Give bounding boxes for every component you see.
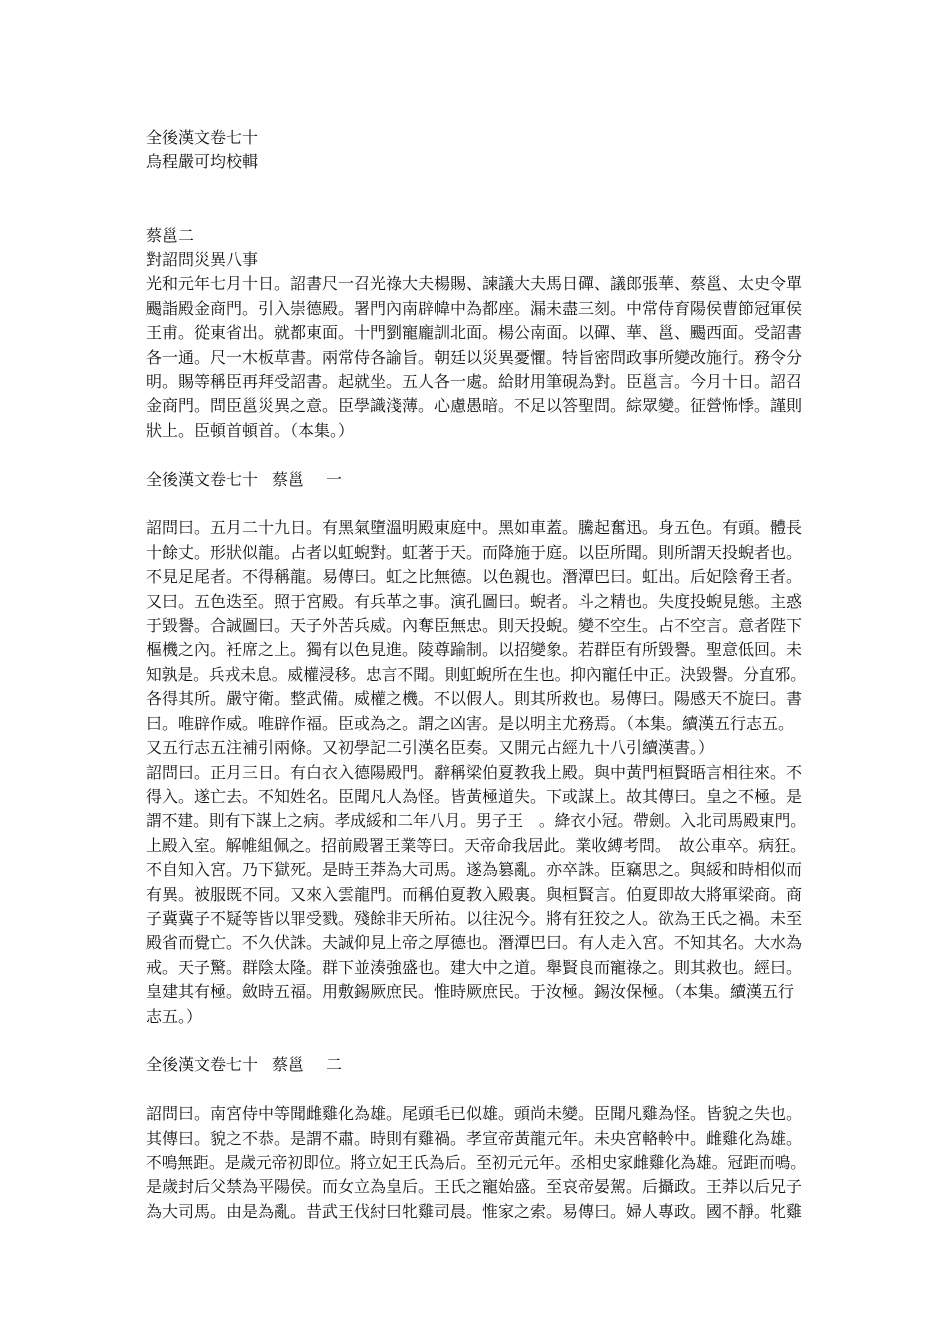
text-line: 上殿入室。解帷組佩之。招前殿署王業等曰。天帝命我居此。業收縛考問。 故公車卒。病狂。 [146,835,807,855]
volume-title: 全後漢文卷七十 [146,128,259,147]
text-line: 殿省而覺亡。不久伏誅。夫誠仰見上帝之厚德也。潛潭巴曰。有人走入宮。不知其名。大水為 [146,933,803,953]
document-page [146,126,806,1224]
page-header-1 [146,468,806,492]
text-line: 志五。） [146,1006,203,1026]
page-header-number: 二 [326,1055,343,1075]
text-line: 為大司馬。由是為亂。昔武王伐紂曰牝雞司晨。惟家之索。易傳曰。婦人專政。國不靜。牝雞 [146,1201,803,1221]
spacer [146,443,806,467]
text-line: 詔問曰。五月二十九日。有黑氣墮溫明殿東庭中。黑如車蓋。騰起奮迅。身五色。有頭。體長 [146,518,803,538]
spacer [146,1078,806,1102]
text-line: 又曰。五色迭至。照于宮殿。有兵革之事。演孔圖曰。蜺者。斗之精也。失度投蜺見態。主惑 [146,591,803,611]
text-line: 詔問曰。正月三日。有白衣入德陽殿門。辭稱梁伯夏教我上殿。與中黃門桓賢晤言相往來。不 [146,762,803,782]
text-line: 各得其所。嚴守衛。整武備。威權之機。不以假人。則其所救也。易傳曰。陽感天不旋曰。書 [146,689,803,709]
page-header-number: 一 [326,469,343,489]
text-line: 不鳴無距。是歲元帝初即位。將立妃王氏為后。至初元元年。丞相史家雌雞化為雄。冠距而鳴。 [146,1152,807,1172]
page-header-volume: 全後漢文卷七十 [146,469,259,489]
text-line: 曰。唯辟作威。唯辟作福。臣或為之。謂之凶害。是以明主尤務焉。（本集。續漢五行志五。 [146,713,795,733]
text-line: 狀上。臣頓首頓首。（本集。） [146,420,355,440]
text-line: 王甫。從東省出。就都東面。十門劉寵龐訓北面。楊公南面。以磾、華、邕、颺西面。受詔書 [146,323,803,343]
text-line: 子冀冀子不疑等皆以罪受戮。殘餘非天所祐。以往況今。將有狂狡之人。欲為王氏之禍。未至 [146,908,803,928]
intro-paragraph [146,272,806,443]
page-header-author: 蔡邕 [272,1055,305,1075]
text-line: 又五行志五注補引兩條。又初學記二引漢名臣奏。又開元占經九十八引續漢書。） [146,738,715,758]
section-title: 對詔問災異八事 [146,250,259,270]
text-line: 謂不建。則有下謀上之病。孝成綏和二年八月。男子王 。絳衣小冠。帶劍。入北司馬殿東門。 [146,811,807,831]
text-line: 于毀譽。合誠圖曰。天子外苦兵威。內奪臣無忠。則天投蜺。變不空生。占不空言。意者陛下 [146,616,803,636]
text-line: 詔問曰。南宮侍中等聞雌雞化為雄。尾頭毛已似雄。頭尚未變。臣聞凡雞為怪。皆貌之失也。 [146,1104,803,1124]
paragraph-hen [146,1102,806,1224]
text-line: 得入。遂亡去。不知姓名。臣聞凡人為怪。皆黃極道失。下或謀上。故其傳曰。皇之不極。是 [146,786,803,806]
page-header-volume: 全後漢文卷七十 [146,1055,259,1075]
spacer [146,175,806,224]
text-line: 是歲封后父禁為平陽侯。而女立為皇后。王氏之寵始盛。至哀帝晏駕。后攝政。王莽以后兄子 [146,1177,803,1197]
text-line: 戒。天子驚。群陰太隆。群下並湊強盛也。建大中之道。舉賢良而寵祿之。則其救也。經曰。 [146,957,803,977]
text-line: 樞機之內。衽席之上。獨有以色見進。陵尊踰制。以招變象。若群臣有所毀譽。聖意低回。未 [146,640,803,660]
text-line: 金商門。問臣邕災異之意。臣學識淺薄。心慮愚暗。不足以答聖問。綜眾變。征營怖悸。謹則 [146,396,803,416]
text-line: 十餘丈。形狀似龍。占者以虹蜺對。虹著于天。而降施于庭。以臣所聞。則所謂天投蜺者也。 [146,542,803,562]
page-header-author: 蔡邕 [272,469,305,489]
text-line: 知孰是。兵戎未息。威權浸移。忠言不聞。則虹蜺所在生也。抑內寵任中正。決毀譽。分直邪。 [146,664,807,684]
text-line: 颺詣殿金商門。引入崇德殿。署門內南辟幃中為都座。漏未盡三刻。中常侍育陽侯曹節冠軍侯 [146,298,803,318]
text-line: 各一通。尺一木板草書。兩常侍各諭旨。朝廷以災異憂懼。特旨密問政事所變改施行。務令分 [146,347,803,367]
text-line: 光和元年七月十日。詔書尺一召光祿大夫楊賜、諫議大夫馬日磾、議郎張華、蔡邕、太史令單 [146,274,803,294]
paragraph-rainbow [146,516,806,760]
text-line: 皇建其有極。斂時五福。用敷錫厥庶民。惟時厥庶民。于汝極。錫汝保極。（本集。續漢五行 [146,982,795,1002]
paragraph-white-robe [146,761,806,1029]
text-line: 有異。被服既不同。又來入雲龍門。而稱伯夏教入殿裏。與桓賢言。伯夏即故大將軍梁商。商 [146,884,803,904]
author-heading: 蔡邕二 [146,225,195,245]
page-header-2 [146,1053,806,1077]
editor-credit: 烏程嚴可均校輯 [146,152,259,172]
text-line: 明。賜等稱臣再拜受詔書。起就坐。五人各一處。給財用筆硯為對。臣邕言。今月十日。詔召 [146,372,803,392]
text-line: 不見足尾者。不得稱龍。易傳曰。虹之比無德。以色親也。潛潭巴曰。虹出。后妃陰脅王者。 [146,567,803,587]
text-line: 不自知入宮。乃下獄死。是時王莽為大司馬。遂為篡亂。亦卒誅。臣竊思之。與綏和時相似而 [146,860,803,880]
spacer [146,1029,806,1053]
text-line: 其傳曰。貌之不恭。是謂不肅。時則有雞禍。孝宣帝黃龍元年。未央宮輅軨中。雌雞化為雄。 [146,1128,803,1148]
spacer [146,492,806,516]
